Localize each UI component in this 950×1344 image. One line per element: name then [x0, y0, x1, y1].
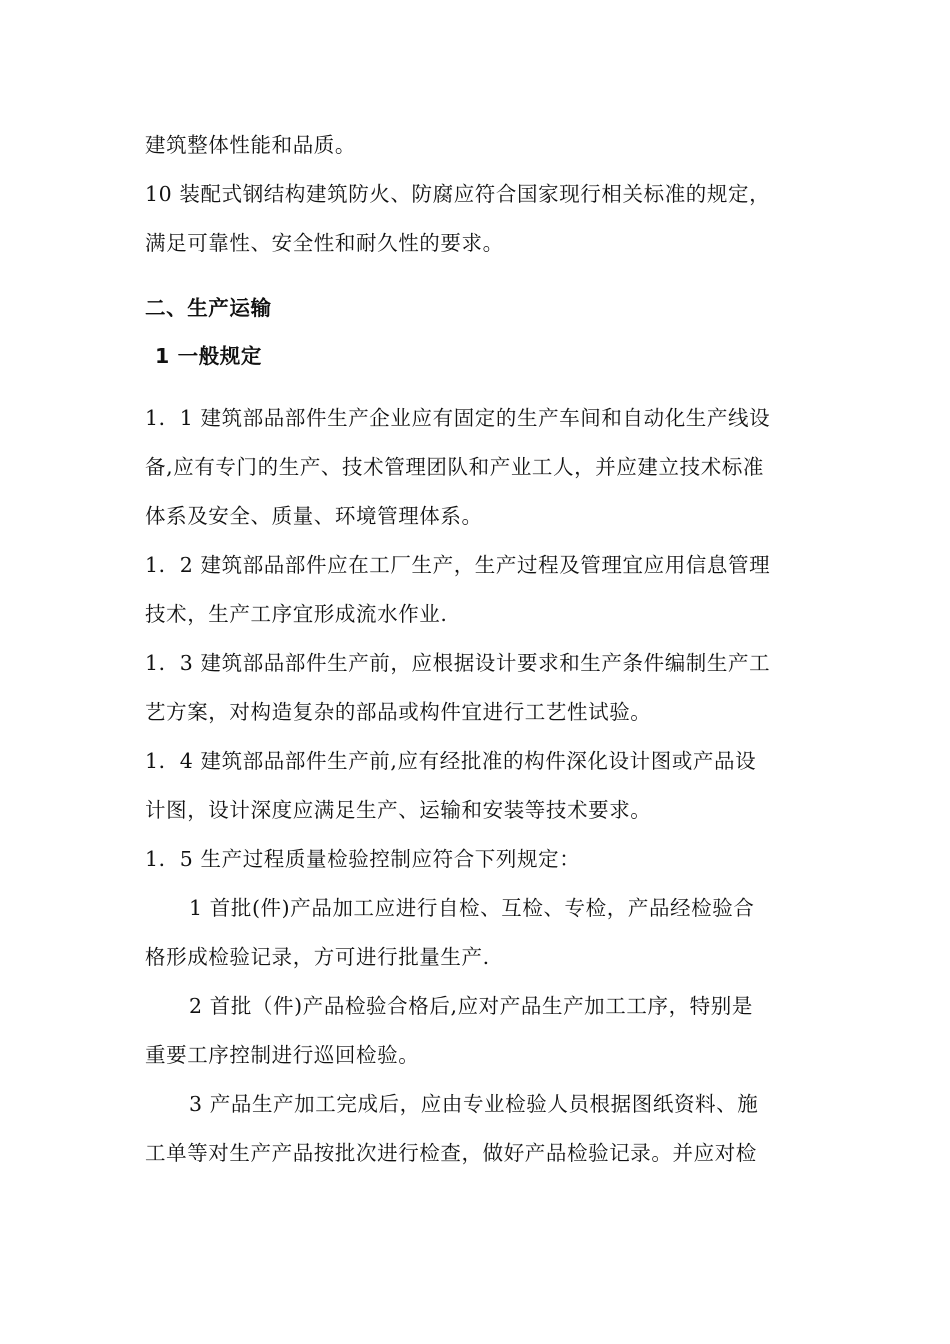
- paragraph-line: 1．3 建筑部品部件生产前，应根据设计要求和生产条件编制生产工: [145, 651, 771, 675]
- paragraph-line: 计图，设计深度应满足生产、运输和安装等技术要求。: [145, 798, 652, 822]
- list-item-line: 3 产品生产加工完成后，应由专业检验人员根据图纸资料、施: [189, 1092, 759, 1116]
- paragraph-line: 1．2 建筑部品部件应在工厂生产，生产过程及管理宜应用信息管理: [145, 553, 771, 577]
- list-item-line: 格形成检验记录，方可进行批量生产.: [145, 945, 490, 969]
- paragraph-line: 1．5 生产过程质量检验控制应符合下列规定：: [145, 847, 581, 871]
- paragraph-line: 艺方案，对构造复杂的部品或构件宜进行工艺性试验。: [145, 700, 652, 724]
- paragraph-line: 备,应有专门的生产、技术管理团队和产业工人，并应建立技术标准: [145, 455, 765, 479]
- paragraph-line: 1．1 建筑部品部件生产企业应有固定的生产车间和自动化生产线设: [145, 406, 771, 430]
- list-item-line: 1 首批(件)产品加工应进行自检、互检、专检，产品经检验合: [189, 896, 755, 920]
- list-item-line: 重要工序控制进行巡回检验。: [145, 1043, 420, 1067]
- paragraph-line: 体系及安全、质量、环境管理体系。: [145, 504, 483, 528]
- paragraph-line: 建筑整体性能和品质。: [145, 133, 356, 157]
- section-heading: 二、生产运输: [145, 296, 272, 320]
- list-item-line: 工单等对生产产品按批次进行检查，做好产品检验记录。并应对检: [145, 1141, 757, 1165]
- paragraph-line: 满足可靠性、安全性和耐久性的要求。: [145, 231, 504, 255]
- paragraph-line: 10 装配式钢结构建筑防火、防腐应符合国家现行相关标准的规定，: [145, 182, 771, 206]
- document-body: [145, 132, 810, 1189]
- list-item-line: 2 首批（件)产品检验合格后,应对产品生产加工工序，特别是: [189, 994, 753, 1018]
- paragraph-line: 技术，生产工序宜形成流水作业.: [145, 602, 448, 626]
- paragraph-line: 1．4 建筑部品部件生产前,应有经批准的构件深化设计图或产品设: [145, 749, 757, 773]
- subsection-heading: 1 一般规定: [155, 344, 263, 368]
